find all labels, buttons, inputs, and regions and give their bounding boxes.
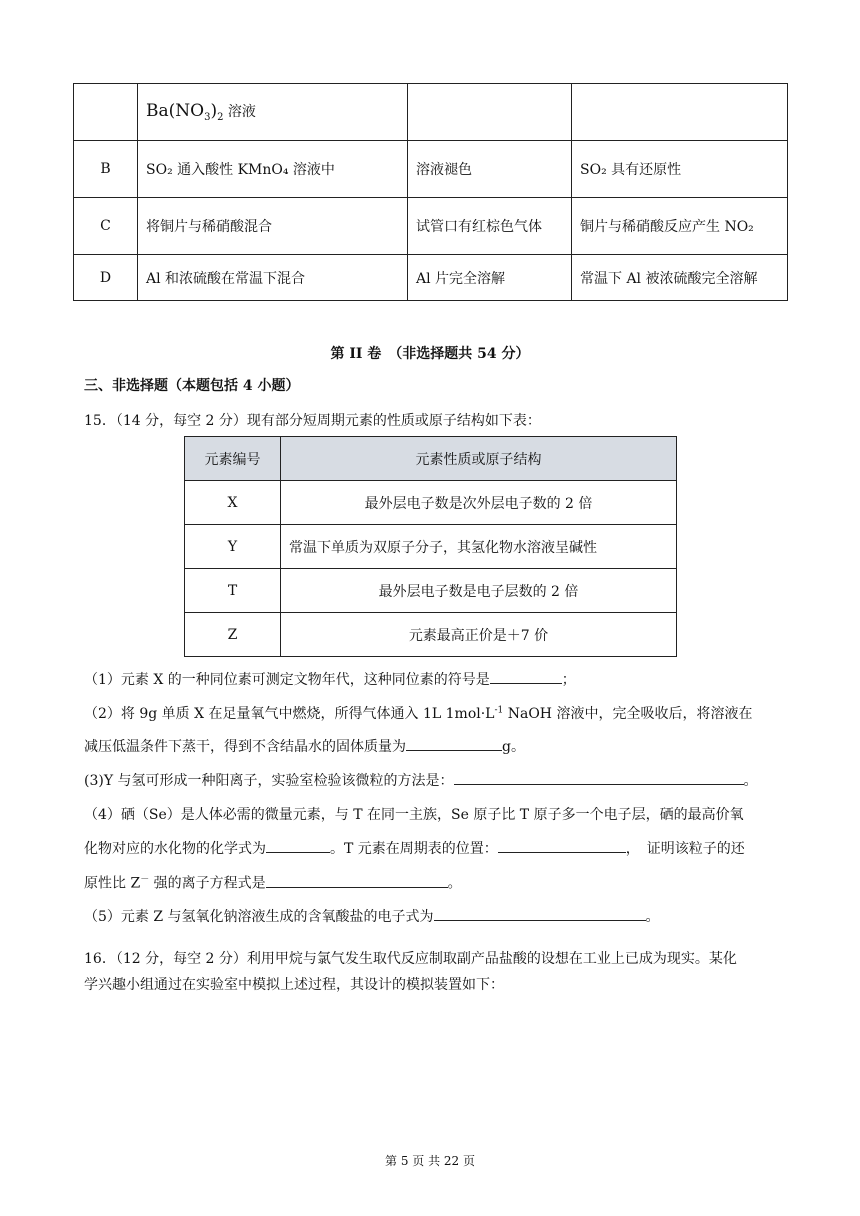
element-table — [184, 436, 677, 657]
answer-blank[interactable] — [498, 838, 626, 853]
experiment-table — [73, 83, 788, 301]
column-header: 元素性质或原子结构 — [281, 437, 677, 481]
element-property: 元素最高正价是＋7 价 — [281, 613, 677, 657]
phenomenon-cell: Al 片完全溶解 — [408, 255, 572, 301]
conclusion-cell: 常温下 Al 被浓硫酸完全溶解 — [572, 255, 788, 301]
option-cell: C — [74, 198, 138, 255]
phenomenon-cell: 试管口有红棕色气体 — [408, 198, 572, 255]
operation-cell: $Ba(NO_3)_2$ 溶液 — [138, 84, 408, 141]
operation-cell: Al 和浓硫酸在常温下混合 — [138, 255, 408, 301]
table-row — [185, 569, 677, 613]
table-row — [185, 481, 677, 525]
conclusion-cell — [572, 84, 788, 141]
q15-part4-line3: 原性比 Z－ 强的离子方程式是 。 — [84, 872, 462, 893]
operation-cell: 将铜片与稀硝酸混合 — [138, 198, 408, 255]
table-row — [74, 255, 788, 301]
answer-blank[interactable] — [406, 736, 502, 751]
answer-blank[interactable] — [454, 770, 744, 785]
q15-part2-line2: 减压低温条件下蒸干，得到不含结晶水的固体质量为 g。 — [84, 736, 525, 756]
phenomenon-cell: 溶液褪色 — [408, 141, 572, 198]
table-row — [74, 141, 788, 198]
q15-part4-line1: （4）硒（Se）是人体必需的微量元素，与 T 在同一主族，Se 原子比 T 原子多一个电子层，硒的最高价氧 — [84, 807, 744, 823]
answer-blank[interactable] — [490, 669, 562, 684]
element-property: 最外层电子数是电子层数的 2 倍 — [281, 569, 677, 613]
table-row — [74, 198, 788, 255]
table-row — [185, 525, 677, 569]
phenomenon-cell — [408, 84, 572, 141]
element-property: 最外层电子数是次外层电子数的 2 倍 — [281, 481, 677, 525]
q16-line1: 16．（12 分，每空 2 分）利用甲烷与氯气发生取代反应制取副产品盐酸的设想在工业上已成为现实。某化 — [84, 951, 737, 967]
part2-heading: 第 II 卷 （非选择题共 54 分） — [330, 346, 530, 362]
element-property: 常温下单质为双原子分子，其氢化物水溶液呈碱性 — [281, 525, 677, 569]
q15-part3: (3)Y 与氢可形成一种阳离子，实验室检验该微粒的方法是： 。 — [84, 770, 758, 790]
element-id: Z — [185, 613, 281, 657]
option-cell: B — [74, 141, 138, 198]
element-id: X — [185, 481, 281, 525]
page-footer: 第 5 页 共 22 页 — [385, 1154, 475, 1168]
conclusion-cell: SO₂ 具有还原性 — [572, 141, 788, 198]
conclusion-cell: 铜片与稀硝酸反应产生 NO₂ — [572, 198, 788, 255]
option-cell: D — [74, 255, 138, 301]
option-cell — [74, 84, 138, 141]
q15-intro: 15．（14 分，每空 2 分）现有部分短周期元素的性质或原子结构如下表： — [84, 413, 541, 429]
element-id: Y — [185, 525, 281, 569]
operation-cell: SO₂ 通入酸性 KMnO₄ 溶液中 — [138, 141, 408, 198]
answer-blank[interactable] — [434, 906, 646, 921]
q15-part1: （1）元素 X 的一种同位素可测定文物年代，这种同位素的符号是 ； — [84, 669, 576, 689]
answer-blank[interactable] — [266, 873, 448, 888]
table-row — [74, 84, 788, 141]
q16-line2: 学兴趣小组通过在实验室中模拟上述过程，其设计的模拟装置如下： — [84, 977, 504, 993]
element-id: T — [185, 569, 281, 613]
column-header: 元素编号 — [185, 437, 281, 481]
section3-heading: 三、非选择题（本题包括 4 小题） — [84, 378, 300, 394]
table-row — [185, 613, 677, 657]
q15-part4-line2: 化物对应的水化物的化学式为 。T 元素在周期表的位置： ， 证明该粒子的还 — [84, 838, 745, 858]
table-header-row — [185, 437, 677, 481]
q15-part5: （5）元素 Z 与氢氧化钠溶液生成的含氧酸盐的电子式为 。 — [84, 906, 660, 926]
q15-part2-line1: （2）将 9g 单质 X 在足量氧气中燃烧，所得气体通入 1L $1mol\cdot L^{-1}$ NaOH 溶液中，完全吸收后，将溶液在 — [84, 705, 753, 722]
answer-blank[interactable] — [266, 838, 330, 853]
